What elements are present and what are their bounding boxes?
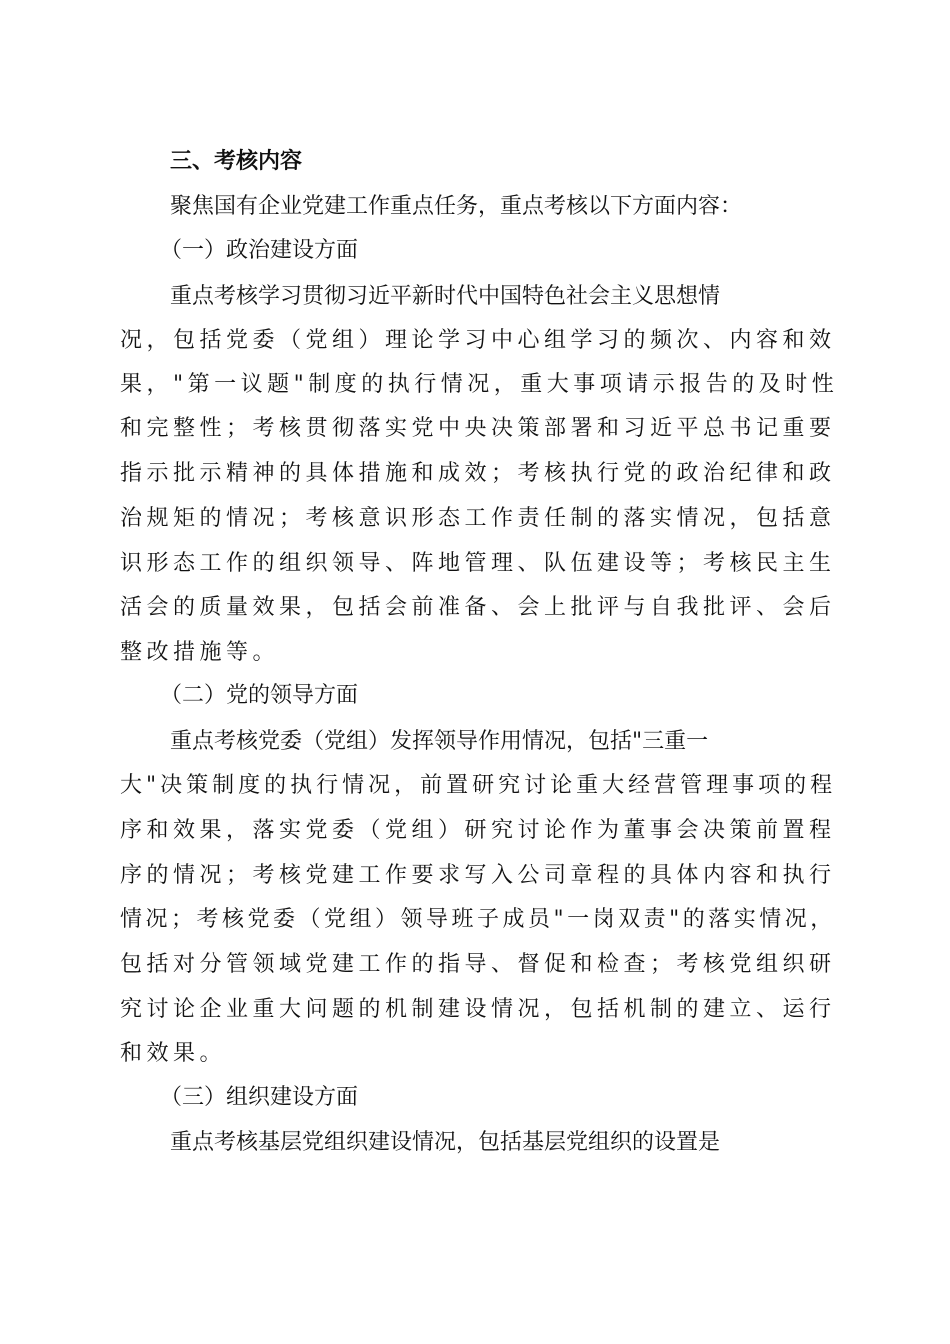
paragraph-line: 整改措施等。 [120,640,280,665]
paragraph-line: 重点考核学习贯彻习近平新时代中国特色社会主义思想情 [170,284,721,309]
paragraph-line: 活会的质量效果，包括会前准备、会上批评与自我批评、会后 [120,595,836,620]
paragraph-line: 包括对分管领域党建工作的指导、督促和检查；考核党组织研 [120,952,836,977]
subsection-title-organization: （三）组织建设方面 [160,1085,359,1110]
subsection-title-leadership: （二）党的领导方面 [160,683,359,708]
paragraph-line: 果，"第一议题"制度的执行情况，重大事项请示报告的及时性 [120,372,839,397]
section-title: 三、考核内容 [170,148,303,174]
paragraph-line: 和效果。 [120,1041,227,1066]
paragraph-line: 究讨论企业重大问题的机制建设情况，包括机制的建立、运行 [120,997,836,1022]
paragraph-line: 和完整性；考核贯彻落实党中央决策部署和习近平总书记重要 [120,416,836,441]
paragraph-line: 情况；考核党委（党组）领导班子成员"一岗双责"的落实情况， [120,907,836,932]
paragraph-line: 序和效果，落实党委（党组）研究讨论作为董事会决策前置程 [120,818,836,843]
paragraph-line: 指示批示精神的具体措施和成效；考核执行党的政治纪律和政 [120,461,836,486]
intro-paragraph: 聚焦国有企业党建工作重点任务，重点考核以下方面内容： [170,194,743,219]
paragraph-line: 序的情况；考核党建工作要求写入公司章程的具体内容和执行 [120,863,836,888]
paragraph-line: 况，包括党委（党组）理论学习中心组学习的频次、内容和效 [120,328,836,353]
paragraph-line: 治规矩的情况；考核意识形态工作责任制的落实情况，包括意 [120,506,836,531]
subsection-title-political: （一）政治建设方面 [160,238,359,263]
paragraph-line: 识形态工作的组织领导、阵地管理、队伍建设等；考核民主生 [120,551,836,576]
paragraph-line: 大"决策制度的执行情况，前置研究讨论重大经营管理事项的程 [120,773,837,798]
paragraph-line: 重点考核基层党组织建设情况，包括基层党组织的设置是 [170,1130,721,1155]
paragraph-line: 重点考核党委（党组）发挥领导作用情况，包括"三重一 [170,729,709,754]
